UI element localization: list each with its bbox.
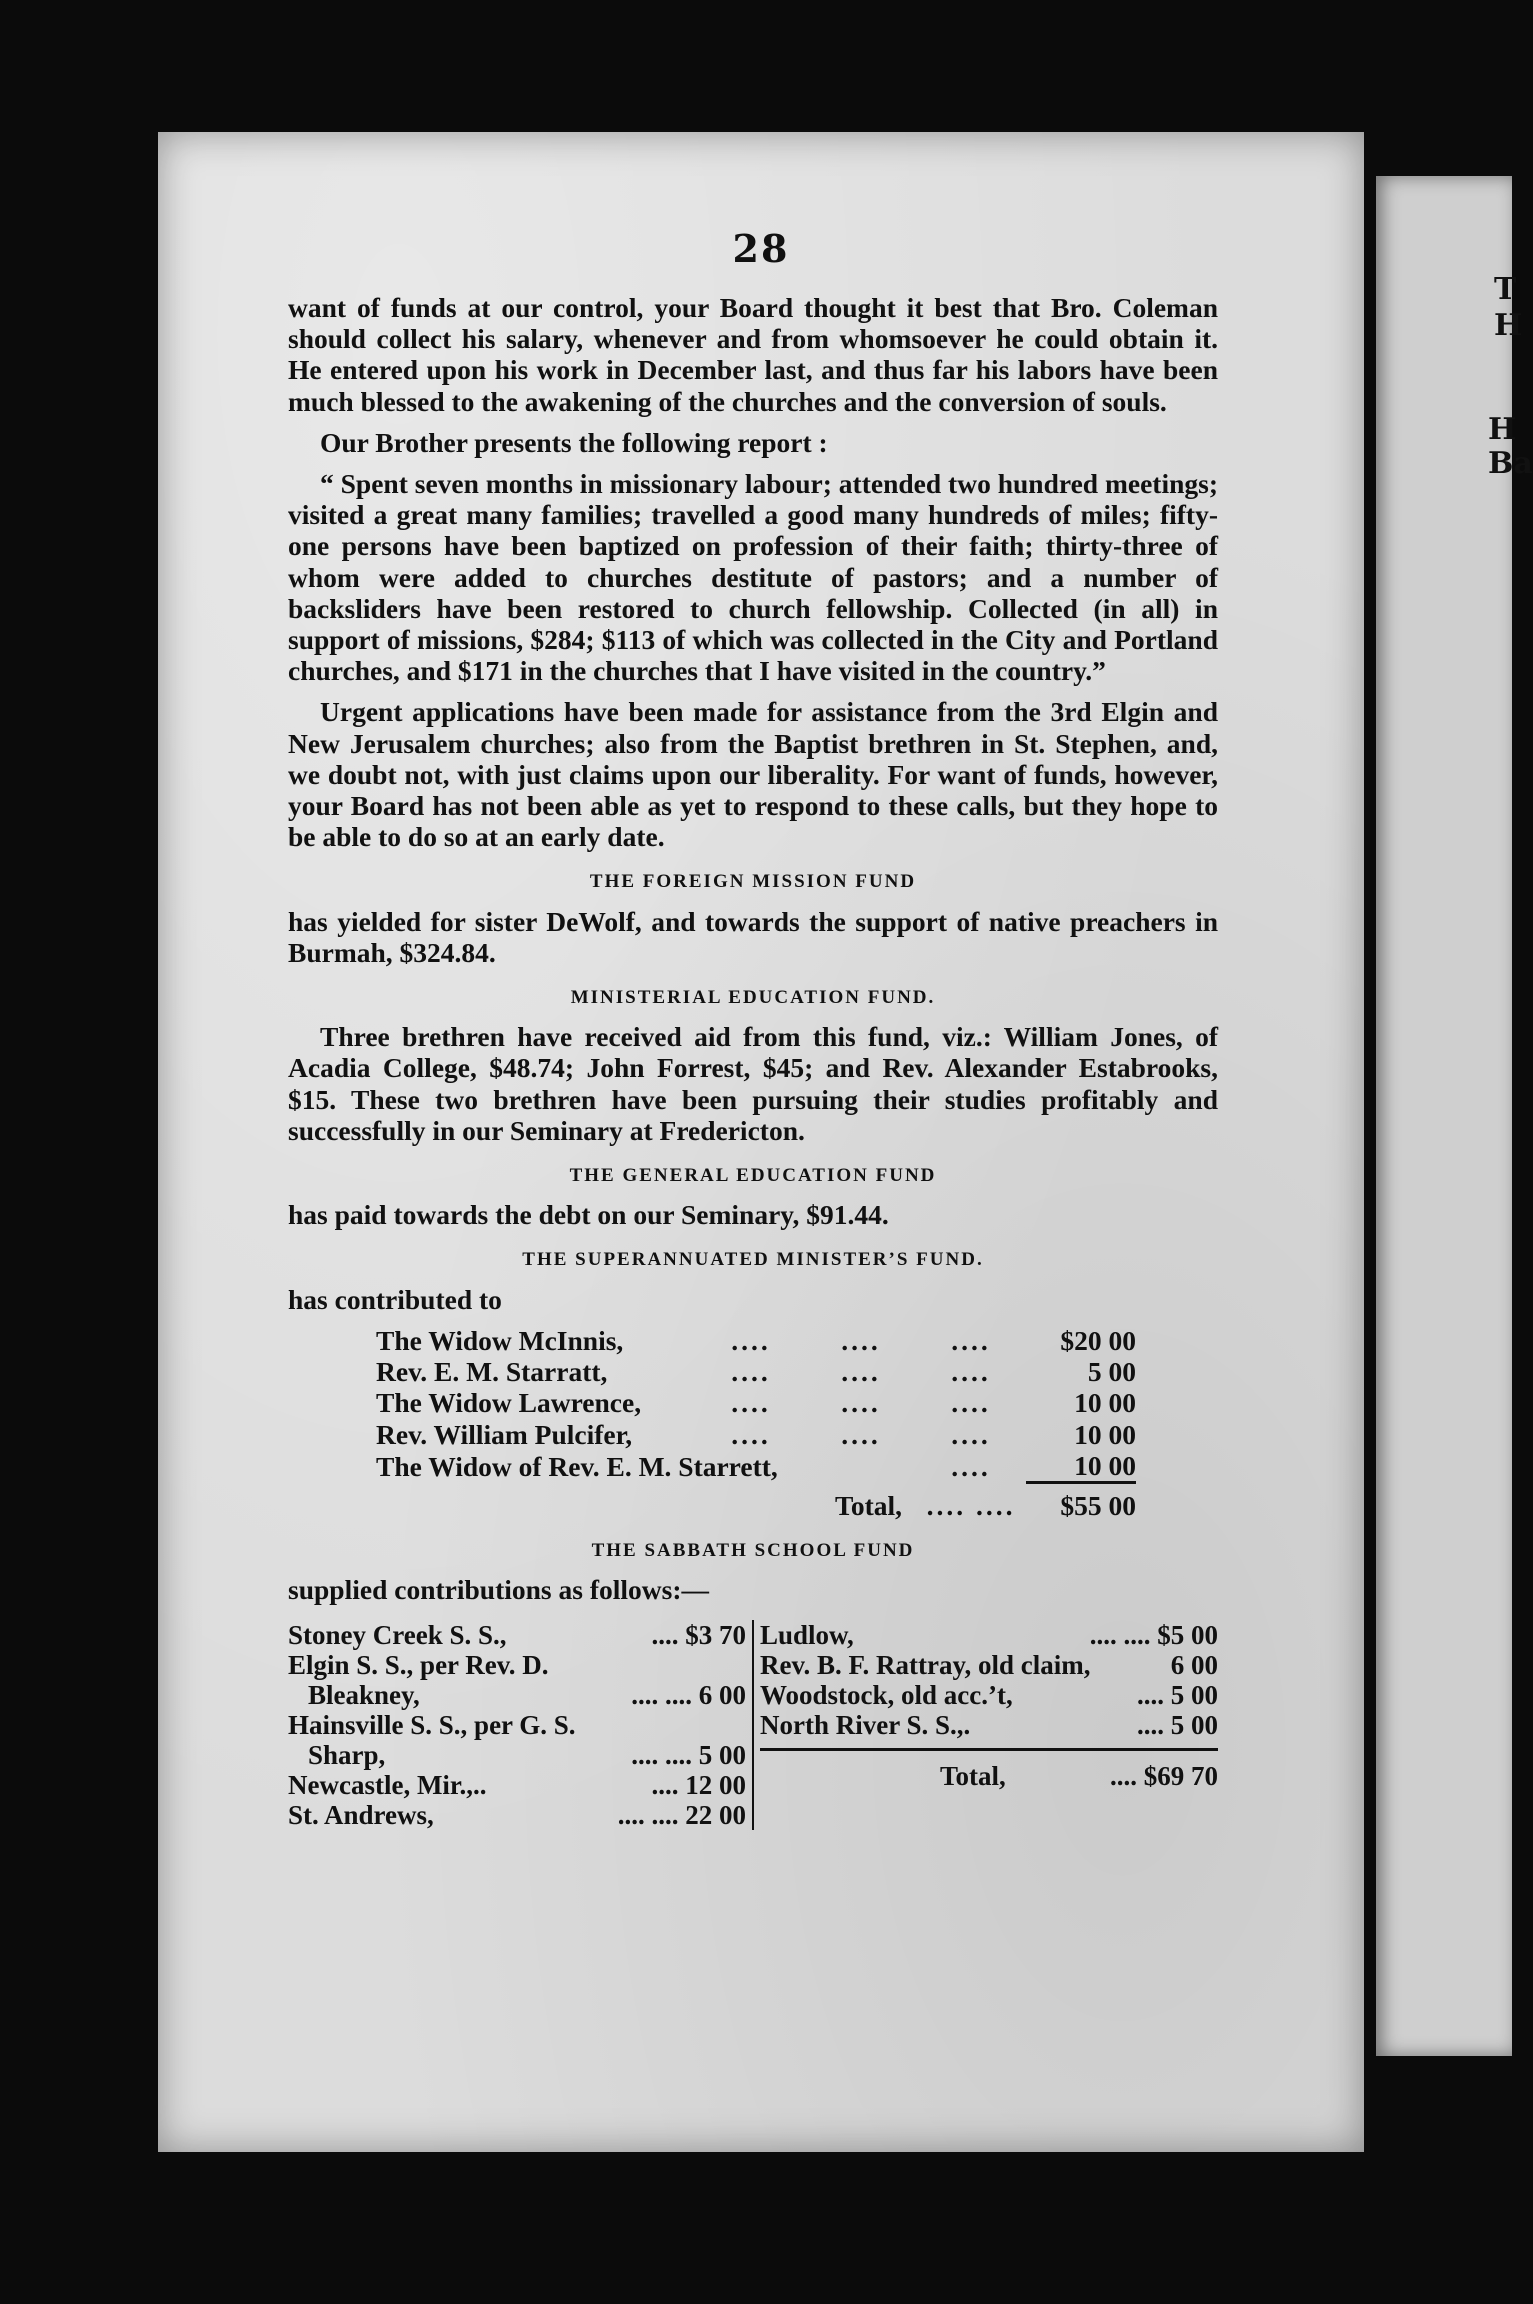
amount: 6 00 xyxy=(698,1679,746,1710)
recipient-name: Rev. William Pulcifer, xyxy=(376,1418,633,1450)
body-text xyxy=(288,292,1218,1830)
ministerial-education-text: Three brethren have received aid from this fund, viz.: William Jones, of Acadia College, $48.74; John Forrest, $45; and Rev. Alexander Estabrooks, $15. These two brethren have been pursuing their studies profitably and successfully in our Seminary at Fredericton. xyxy=(288,1021,1218,1146)
book-page xyxy=(158,132,1364,2152)
list-item xyxy=(288,1650,746,1680)
ministerial-education-heading: MINISTERIAL EDUCATION FUND. xyxy=(570,987,936,1009)
total-amount: $69 70 xyxy=(1143,1760,1218,1791)
amount: 5 00 xyxy=(1170,1679,1218,1710)
total-row xyxy=(376,1482,1136,1521)
table-row xyxy=(376,1419,1136,1450)
page-number: 28 xyxy=(732,226,790,271)
leader-dots: .... xyxy=(731,1324,771,1356)
list-item xyxy=(760,1620,1218,1650)
contributor-name: Bleakney, xyxy=(308,1679,420,1710)
recipient-name: The Widow McInnis, xyxy=(376,1324,624,1356)
leader-dots: .... xyxy=(1137,1709,1164,1740)
superannuated-table xyxy=(376,1325,1136,1521)
superannuated-intro: has contributed to xyxy=(288,1283,502,1315)
paragraph: Urgent applications have been made for assistance from the 3rd Elgin and New Jerusalem churches; also from the Baptist brethren in St. Stephen, and, we doubt not, with just claims upon our liberality. For want of funds, however, your Board has not been able as yet to respond to these calls, but they hope to be able to do so at an early date. xyxy=(288,696,1218,853)
leader-dots: .... xyxy=(651,1769,679,1800)
leader-dots: .... xyxy=(731,1418,771,1450)
amount: 10 00 xyxy=(1074,1387,1136,1419)
list-item xyxy=(288,1710,746,1740)
leader-dots: .... .... xyxy=(631,1679,692,1710)
leader-dots: .... xyxy=(951,1356,991,1388)
leader-dots: .... .... xyxy=(926,1489,1016,1521)
amount: $20 00 xyxy=(1060,1324,1136,1356)
fragment-text: Ba xyxy=(1488,446,1533,481)
leader-dots: .... .... xyxy=(631,1739,692,1770)
list-item xyxy=(760,1680,1218,1710)
leader-dots: .... xyxy=(951,1387,991,1419)
amount: 22 00 xyxy=(685,1799,746,1830)
contributor-name: Hainsville S. S., per G. S. xyxy=(288,1709,576,1740)
leader-dots: .... xyxy=(731,1387,771,1419)
list-item xyxy=(288,1770,746,1800)
total-label: Total, xyxy=(835,1489,902,1521)
leader-dots: .... xyxy=(1110,1760,1137,1791)
recipient-name: Rev. E. M. Starratt, xyxy=(376,1356,608,1388)
contributor-name: Sharp, xyxy=(308,1739,386,1770)
recipient-name: The Widow Lawrence, xyxy=(376,1387,642,1419)
fragment-text: T xyxy=(1494,272,1517,307)
amount: 10 00 xyxy=(1074,1449,1136,1481)
leader-dots: .... xyxy=(1137,1679,1164,1710)
table-row xyxy=(376,1387,1136,1418)
contributor-name: Ludlow, xyxy=(760,1619,854,1650)
paragraph: Our Brother presents the following report : xyxy=(320,426,828,458)
superannuated-heading: THE SUPERANNUATED MINISTER’S FUND. xyxy=(522,1249,984,1271)
leader-dots: .... xyxy=(651,1619,679,1650)
foreign-mission-heading: THE FOREIGN MISSION FUND xyxy=(589,871,917,893)
leader-dots: .... xyxy=(841,1387,881,1419)
leader-dots: .... xyxy=(841,1356,881,1388)
leader-dots: .... xyxy=(951,1324,991,1356)
contributor-name: Stoney Creek S. S., xyxy=(288,1619,507,1650)
table-row xyxy=(376,1325,1136,1356)
amount: 6 00 xyxy=(1170,1649,1218,1680)
amount: $3 70 xyxy=(685,1619,746,1650)
contributor-name: Elgin S. S., per Rev. D. xyxy=(288,1649,549,1680)
total-label: Total, xyxy=(940,1760,1006,1791)
report-quote: “ Spent seven months in missionary labour; attended two hundred meetings; visited a great many families; travelled a good many hundreds of miles; fifty-one persons have been baptized on profession of their faith; thirty-three of whom were added to churches destitute of pastors; and a number of backsliders have been restored to church fellowship. Collected (in all) in support of missions, $284; $113 of which was collected in the City and Portland churches, and $171 in the churches that I have visited in the country.” xyxy=(288,468,1218,687)
table-row xyxy=(376,1450,1136,1483)
general-education-text: has paid towards the debt on our Seminary, $91.44. xyxy=(288,1199,889,1231)
leader-dots: .... .... xyxy=(617,1799,679,1830)
table-row xyxy=(376,1356,1136,1387)
sabbath-school-table xyxy=(288,1620,1218,1830)
amount: 10 00 xyxy=(1074,1418,1136,1450)
list-item xyxy=(760,1710,1218,1740)
paragraph: want of funds at our control, your Board thought it best that Bro. Coleman should collect his salary, whenever and from whomsoever he could obtain it. He entered upon his work in December last, and thus far his labors have been much blessed to the awakening of the churches and the conversion of souls. xyxy=(288,292,1218,417)
list-item xyxy=(760,1650,1218,1680)
list-item xyxy=(288,1740,746,1770)
leader-dots: .... xyxy=(951,1451,991,1483)
leader-dots: .... .... xyxy=(1089,1619,1151,1650)
leader-dots: .... xyxy=(731,1356,771,1388)
sabbath-left-column xyxy=(288,1620,754,1830)
total-amount: $55 00 xyxy=(1026,1482,1136,1521)
recipient-name: The Widow of Rev. E. M. Starrett, xyxy=(376,1451,778,1483)
foreign-mission-text: has yielded for sister DeWolf, and towards the support of native preachers in Burmah, $324.84. xyxy=(288,905,1218,968)
total-row xyxy=(760,1748,1218,1791)
amount: 12 00 xyxy=(685,1769,746,1800)
list-item xyxy=(288,1800,746,1830)
list-item xyxy=(288,1680,746,1710)
contributor-name: Rev. B. F. Rattray, old claim, xyxy=(760,1649,1091,1680)
adjacent-page-edge xyxy=(1376,176,1533,2056)
amount: $5 00 xyxy=(1157,1619,1218,1650)
amount: 5 00 xyxy=(698,1739,746,1770)
leader-dots: .... xyxy=(951,1418,991,1450)
sabbath-right-column xyxy=(754,1620,1218,1830)
sabbath-school-heading: THE SABBATH SCHOOL FUND xyxy=(591,1540,915,1562)
list-item xyxy=(288,1620,746,1650)
contributor-name: Newcastle, Mir.,.. xyxy=(288,1769,487,1800)
leader-dots xyxy=(806,1450,916,1483)
amount: 5 00 xyxy=(1170,1709,1218,1740)
amount: 5 00 xyxy=(1087,1356,1136,1388)
general-education-heading: THE GENERAL EDUCATION FUND xyxy=(569,1165,937,1187)
contributor-name: Woodstock, old acc.’t, xyxy=(760,1679,1013,1710)
sabbath-school-intro: supplied contributions as follows:— xyxy=(288,1574,709,1606)
leader-dots: .... xyxy=(841,1324,881,1356)
leader-dots: .... xyxy=(841,1418,881,1450)
contributor-name: St. Andrews, xyxy=(288,1799,434,1830)
contributor-name: North River S. S.,. xyxy=(760,1709,971,1740)
fragment-text: H xyxy=(1488,412,1517,447)
fragment-text: H xyxy=(1494,308,1523,343)
